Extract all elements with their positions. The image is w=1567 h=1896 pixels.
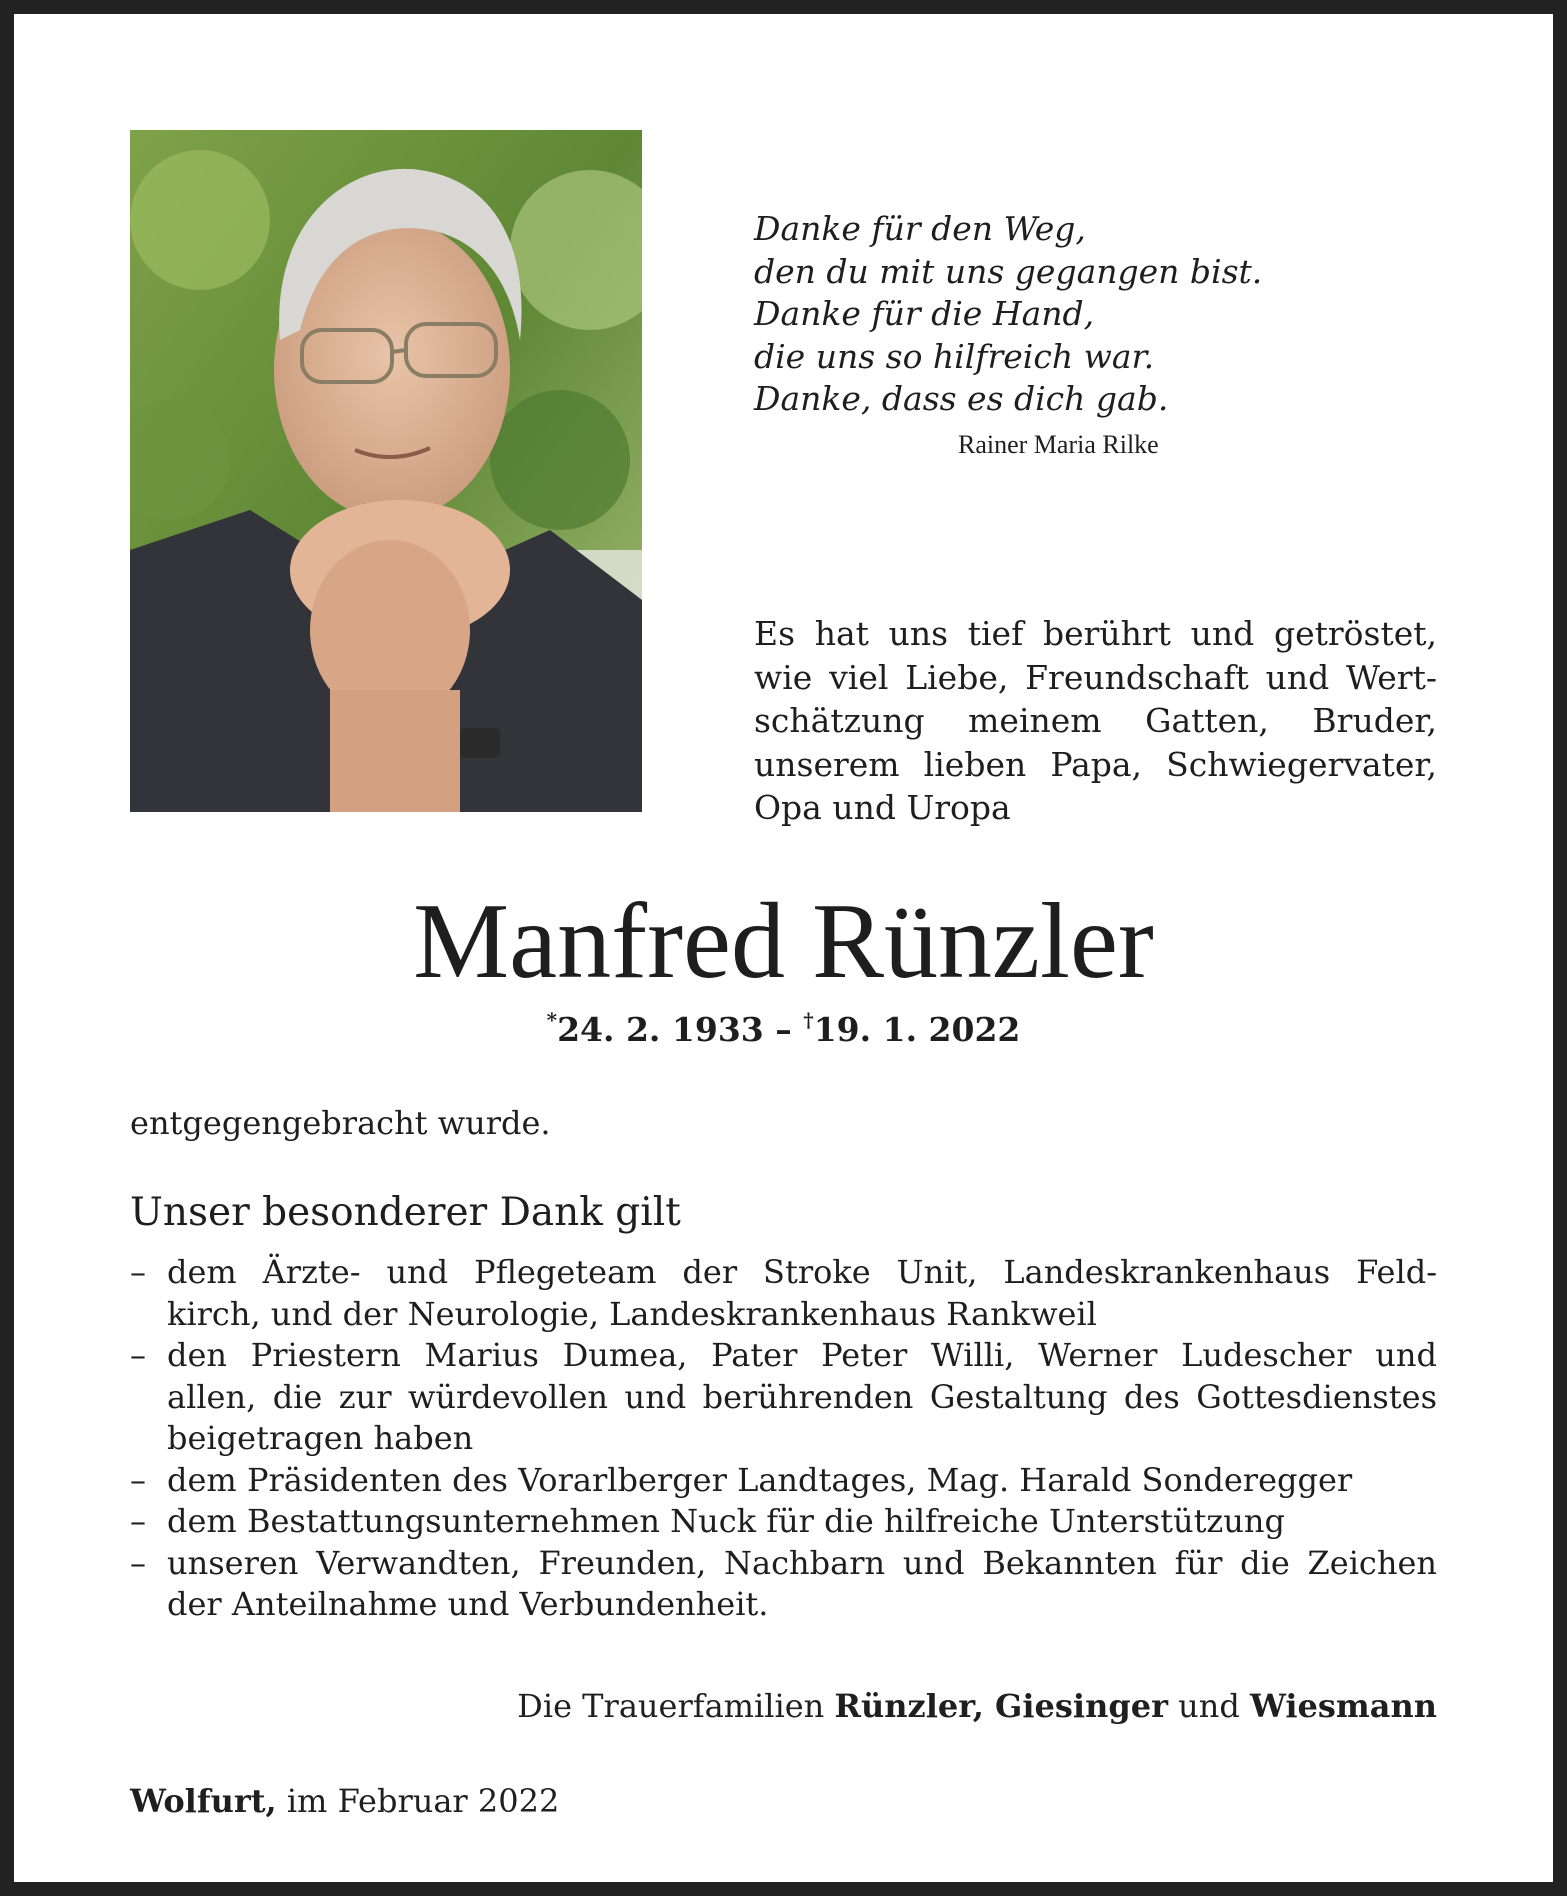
intro-line: Opa und Uropa: [754, 788, 1011, 827]
list-bullet: –: [130, 1502, 146, 1540]
death-mark: †: [803, 1008, 814, 1032]
birth-date: 24. 2. 1933: [557, 1010, 764, 1049]
list-bullet: –: [130, 1336, 146, 1374]
poem-line: Danke für die Hand,: [754, 294, 1095, 333]
poem-line: Danke für den Weg,: [754, 209, 1086, 248]
list-line: dem Präsidenten des Vorarlberger Landtages, Mag. Harald Sonderegger: [167, 1460, 1353, 1499]
date-separator: –: [763, 1010, 804, 1049]
place-date-text: im Februar 2022: [276, 1782, 560, 1820]
death-date: 19. 1. 2022: [813, 1010, 1021, 1049]
list-line: der Anteilnahme und Verbundenheit.: [167, 1585, 769, 1623]
deceased-name: Manfred Rünzler: [413, 882, 1154, 1001]
list-line: dem Bestattungsunternehmen Nuck für die hilfreiche Unterstützung: [167, 1502, 1285, 1540]
intro-line: unserem lieben Papa, Schwiegervater,: [754, 744, 1437, 784]
poem-line: den du mit uns gegangen bist.: [754, 251, 1263, 291]
family-names: Rünzler, Giesinger: [834, 1687, 1168, 1725]
intro-line: wie viel Liebe, Freundschaft und Wert-: [754, 657, 1437, 697]
intro-continuation: entgegengebracht wurde.: [130, 1104, 551, 1142]
intro-line: Es hat uns tief berührt und getröstet,: [754, 614, 1437, 653]
signoff-prefix: Die Trauerfamilien: [517, 1687, 835, 1725]
signoff-connector: und: [1167, 1687, 1250, 1725]
list-line: dem Ärzte- und Pflegeteam der Stroke Unit, Landeskrankenhaus Feld-: [167, 1253, 1437, 1291]
list-line: unseren Verwandten, Freunden, Nachbarn und Bekannten für die Zeichen: [167, 1543, 1437, 1582]
list-line: den Priestern Marius Dumea, Pater Peter Willi, Werner Ludescher und: [167, 1336, 1437, 1374]
thanks-heading: Unser besonderer Dank gilt: [130, 1190, 681, 1235]
list-bullet: –: [130, 1543, 146, 1582]
place-town: Wolfurt,: [130, 1782, 277, 1820]
list-line: allen, die zur würdevollen und berührenden Gestaltung des Gottesdienstes: [167, 1377, 1437, 1416]
list-line: beigetragen haben: [167, 1419, 474, 1457]
list-bullet: –: [130, 1253, 146, 1291]
poem-line: Danke, dass es dich gab.: [754, 379, 1169, 418]
list-bullet: –: [130, 1460, 146, 1499]
list-line: kirch, und der Neurologie, Landeskrankenhaus Rankweil: [167, 1294, 1097, 1333]
intro-line: schätzung meinem Gatten, Bruder,: [754, 701, 1437, 740]
poem-author: Rainer Maria Rilke: [958, 430, 1159, 459]
poem-line: die uns so hilfreich war.: [754, 336, 1155, 376]
birth-mark: *: [546, 1008, 558, 1032]
family-name-last: Wiesmann: [1249, 1687, 1437, 1725]
